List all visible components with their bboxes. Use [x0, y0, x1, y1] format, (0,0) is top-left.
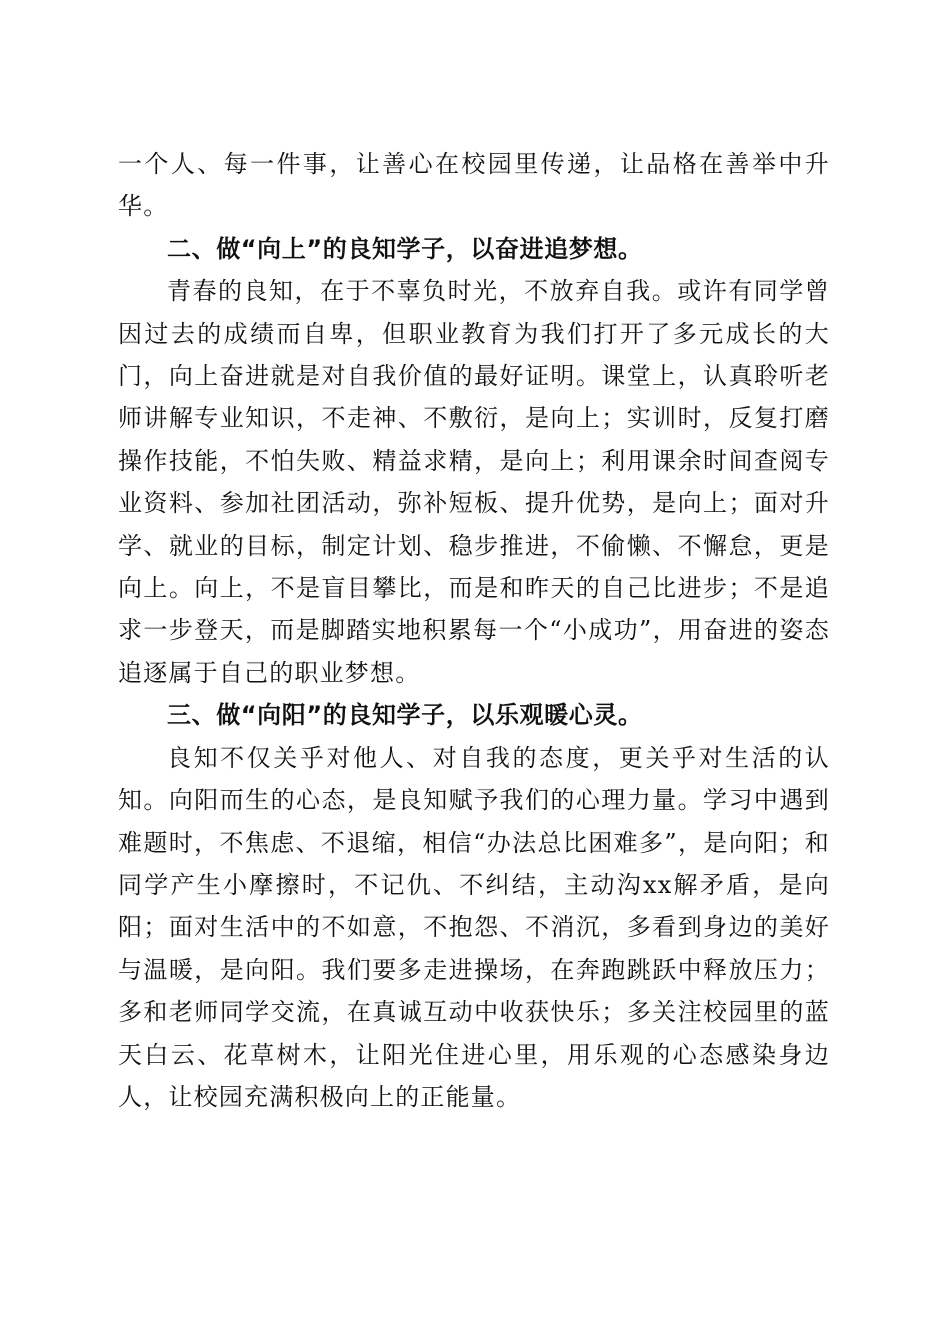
section-heading-3: 三、做“向阳”的良知学子，以乐观暖心灵。 [167, 701, 643, 730]
document-body [118, 143, 830, 1118]
paragraph-continued: 一个人、每一件事，让善心在校园里传递，让品格在善举中升华。 [118, 150, 830, 221]
section-heading-2: 二、做“向上”的良知学子，以奋进追梦想。 [167, 234, 643, 263]
paragraph-section-2: 青春的良知，在于不辜负时光，不放弃自我。或许有同学曾因过去的成绩而自卑，但职业教育为我们打开了多元成长的大门，向上奋进就是对自我价值的最好证明。课堂上，认真聆听老师讲解专业知识，不走神、不敷衍，是向上；实训时，反复打磨操作技能，不怕失败、精益求精，是向上；利用课余时间查阅专业资料、参加社团活动，弥补短板、提升优势，是向上；面对升学、就业的目标，制定计划、稳步推进，不偷懒、不懈怠，更是向上。向上，不是盲目攀比，而是和昨天的自己比进步；不是追求一步登天，而是脚踏实地积累每一个“小成功”，用奋进的姿态追逐属于自己的职业梦想。 [118, 277, 830, 687]
paragraph-section-3: 良知不仅关乎对他人、对自我的态度，更关乎对生活的认知。向阳而生的心态，是良知赋予我们的心理力量。学习中遇到难题时，不焦虑、不退缩，相信“办法总比困难多”，是向阳；和同学产生小摩擦时，不记仇、不纠结，主动沟xx解矛盾，是向阳；面对生活中的不如意，不抱怨、不消沉，多看到身边的美好与温暖，是向阳。我们要多走进操场，在奔跑跳跃中释放压力；多和老师同学交流，在真诚互动中收获快乐；多关注校园里的蓝天白云、花草树木，让阳光住进心里，用乐观的心态感染身边人，让校园充满积极向上的正能量。 [118, 743, 830, 1111]
